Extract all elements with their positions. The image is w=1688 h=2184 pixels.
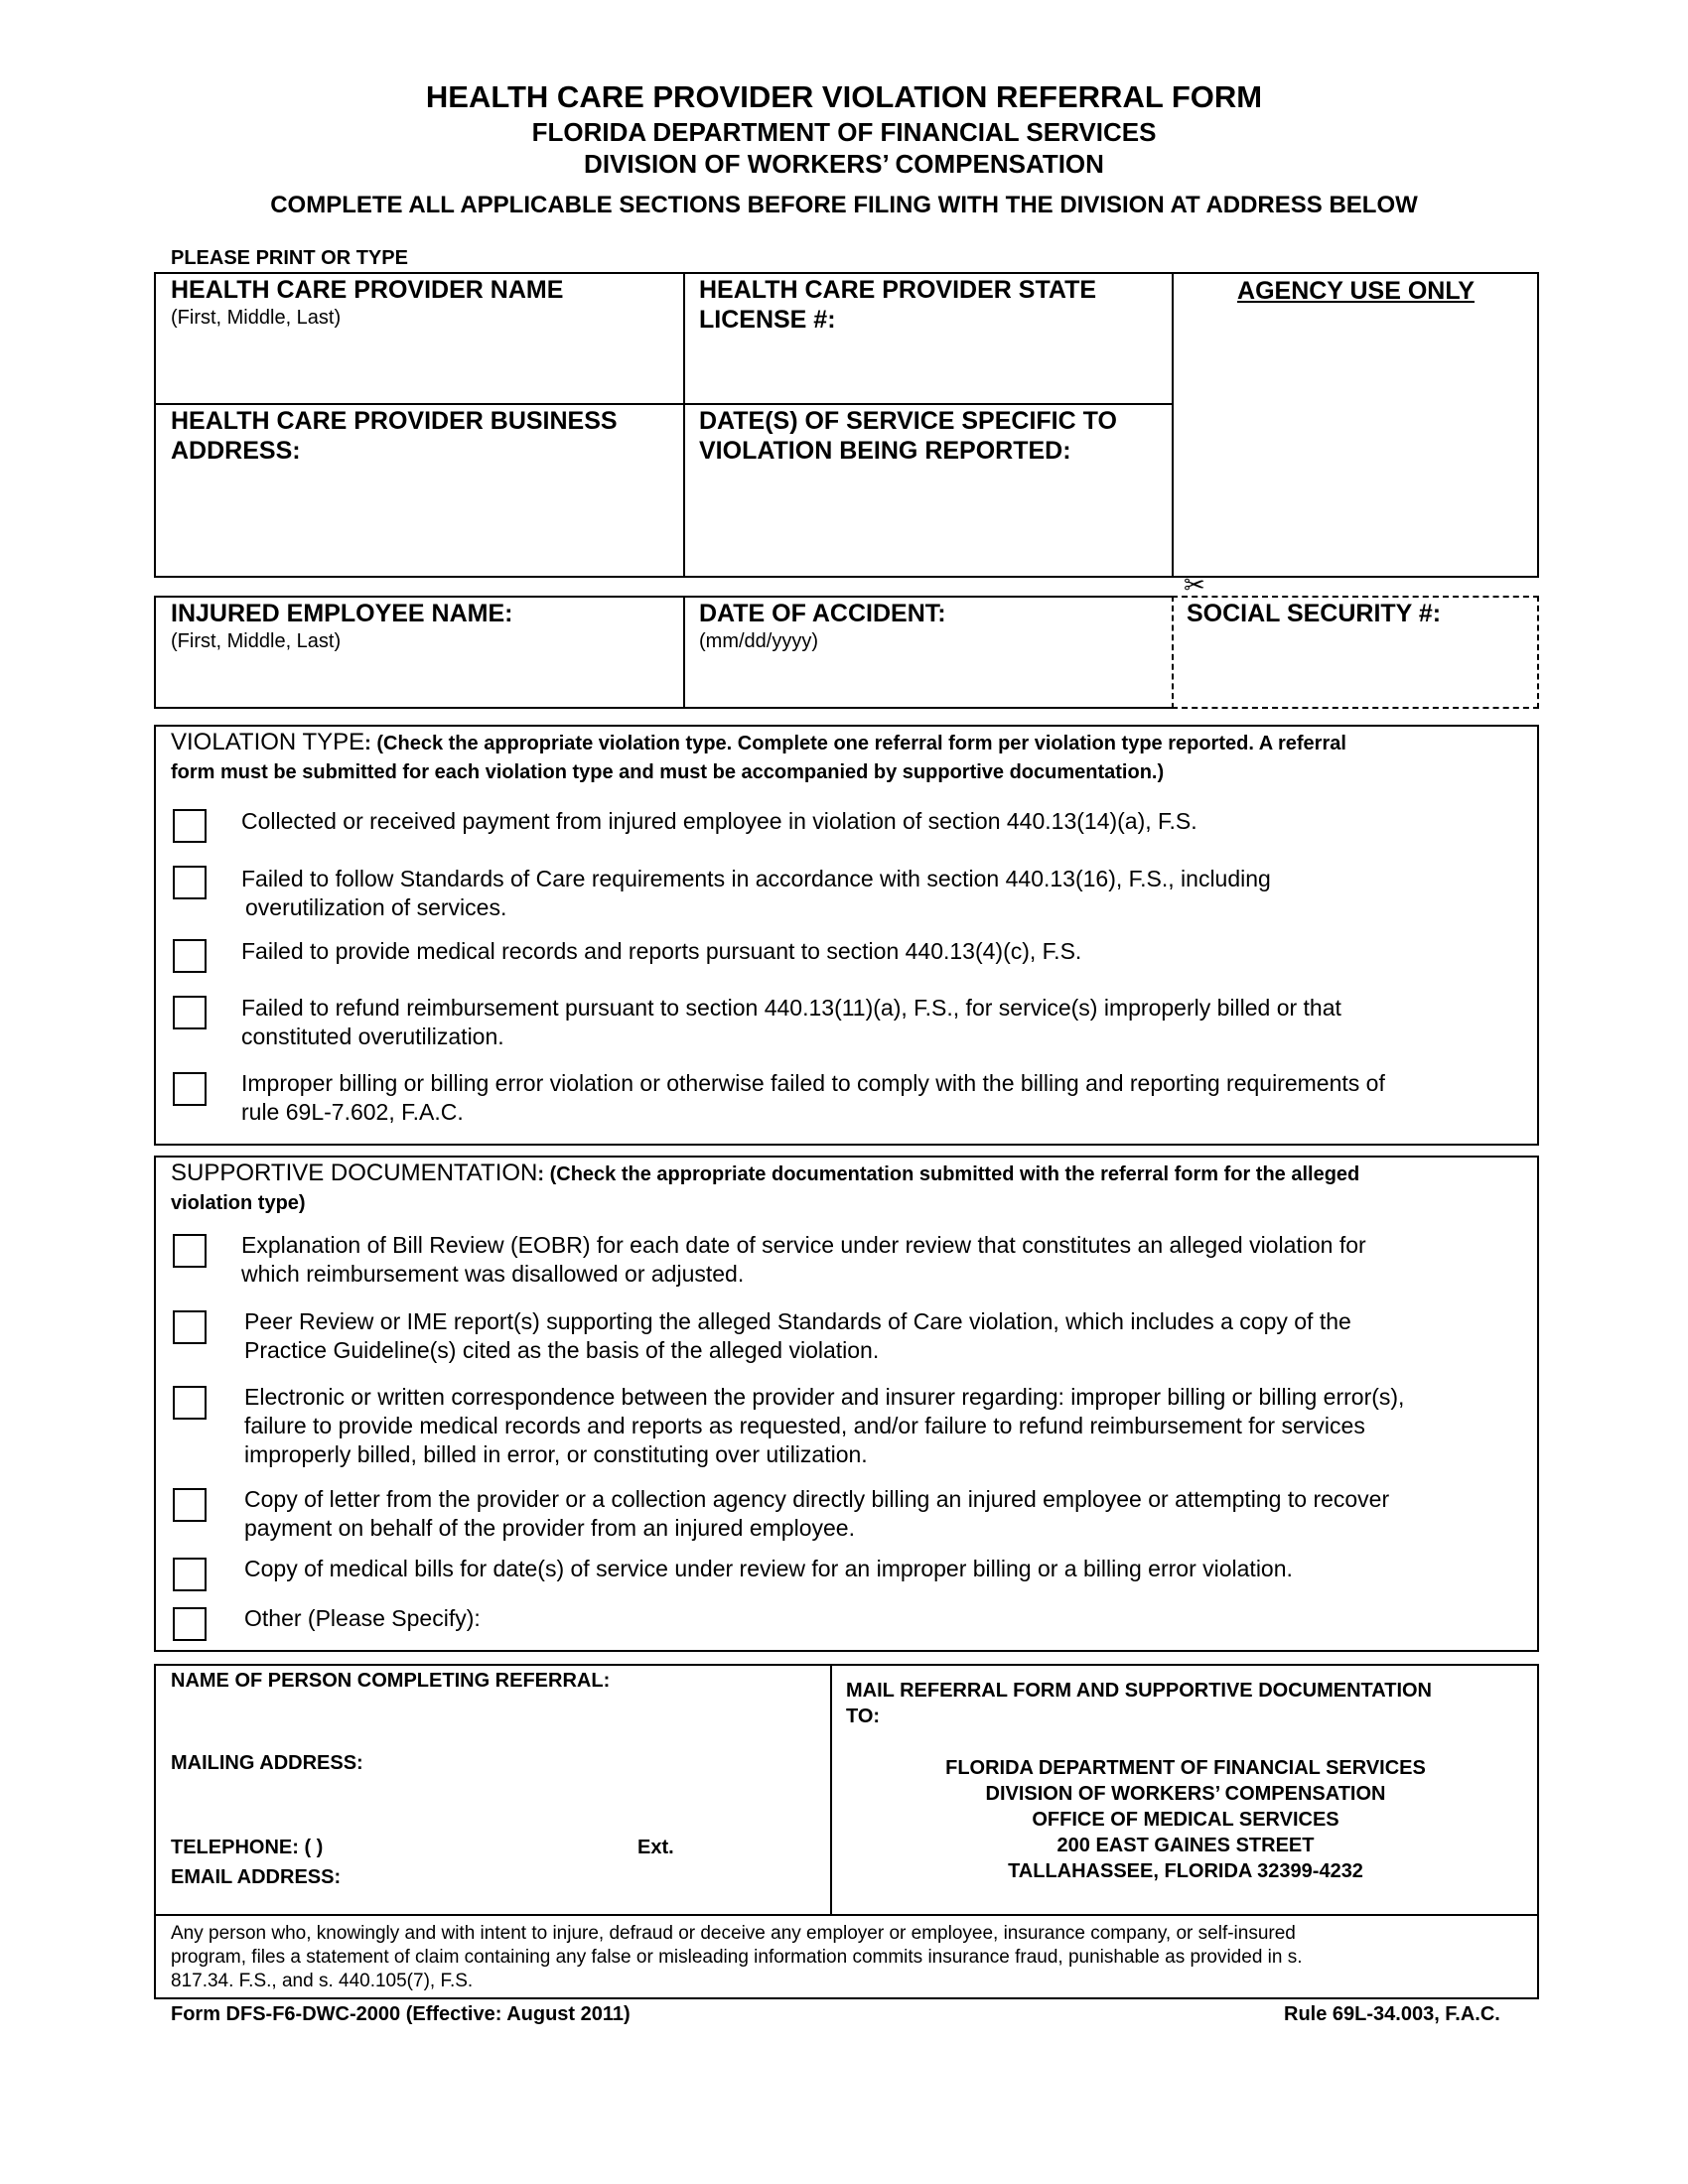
- documentation-checkbox[interactable]: [173, 1386, 207, 1420]
- documentation-item: Peer Review or IME report(s) supporting the alleged Standards of Care violation, which includes a copy of the Practice Guideline(s) cited as the basis of the alleged violation.: [244, 1308, 1351, 1363]
- documentation-checkbox[interactable]: [173, 1234, 207, 1268]
- provider-name-sub: (First, Middle, Last): [171, 307, 342, 329]
- extension-field[interactable]: Ext.: [637, 1837, 674, 1858]
- violation-checkbox[interactable]: [173, 809, 207, 843]
- date-of-accident-sub: (mm/dd/yyyy): [699, 630, 818, 652]
- provider-address-label: HEALTH CARE PROVIDER BUSINESS: [171, 407, 618, 435]
- provider-license-field[interactable]: [699, 275, 1156, 399]
- documentation-item: Electronic or written correspondence between the provider and insurer regarding: improper billing or billing error(s), failure to provide medical records and reports as requested, and/or failure to refund reimbursement for services improperly billed, billed in error, or constituting over utilization.: [244, 1384, 1405, 1467]
- documentation-checkbox[interactable]: [173, 1488, 207, 1522]
- violation-checkbox[interactable]: [173, 1072, 207, 1106]
- date-of-accident-field[interactable]: [699, 599, 1156, 703]
- provider-name-label: HEALTH CARE PROVIDER NAME: [171, 276, 564, 304]
- employee-name-sub: (First, Middle, Last): [171, 630, 342, 652]
- divider: [683, 272, 685, 578]
- employee-name-label: INJURED EMPLOYEE NAME:: [171, 600, 513, 627]
- dates-of-service-field[interactable]: [699, 406, 1156, 570]
- date-of-accident-label: DATE OF ACCIDENT:: [699, 600, 946, 627]
- violation-checkbox[interactable]: [173, 939, 207, 973]
- documentation-heading: SUPPORTIVE DOCUMENTATION: [171, 1160, 538, 1186]
- violation-header: [171, 729, 1521, 785]
- provider-license-label-2: LICENSE #:: [699, 306, 836, 334]
- provider-address-label-2: ADDRESS:: [171, 437, 301, 465]
- documentation-item: Other (Please Specify):: [244, 1605, 481, 1631]
- violation-checkbox[interactable]: [173, 996, 207, 1029]
- provider-license-label: HEALTH CARE PROVIDER STATE: [699, 276, 1097, 304]
- violation-instructions: : (Check the appropriate violation type. Complete one referral form per violation type reported. A referral: [364, 733, 1346, 754]
- email-address-field[interactable]: EMAIL ADDRESS:: [171, 1866, 342, 1888]
- violation-heading: VIOLATION TYPE: [171, 729, 365, 755]
- employee-name-field[interactable]: [171, 599, 667, 703]
- violation-item: Failed to follow Standards of Care requirements in accordance with section 440.13(16), F.S., including overutilization of services.: [241, 866, 1271, 920]
- documentation-instructions: : (Check the appropriate documentation submitted with the referral form for the alleged: [537, 1163, 1360, 1185]
- dates-of-service-label: DATE(S) OF SERVICE SPECIFIC TO: [699, 407, 1117, 435]
- violation-item: Collected or received payment from injured employee in violation of section 440.13(14)(a), F.S.: [241, 808, 1197, 834]
- documentation-item: Copy of medical bills for date(s) of service under review for an improper billing or a billing error violation.: [244, 1556, 1293, 1581]
- print-note: PLEASE PRINT OR TYPE: [171, 247, 408, 269]
- documentation-item: Copy of letter from the provider or a collection agency directly billing an injured employee or attempting to recover payment on behalf of the provider from an injured employee.: [244, 1486, 1390, 1541]
- violation-item: Failed to provide medical records and reports pursuant to section 440.13(4)(c), F.S.: [241, 938, 1082, 964]
- mail-to-heading: MAIL REFERRAL FORM AND SUPPORTIVE DOCUMENTATION TO:: [846, 1680, 1432, 1727]
- violation-checkbox[interactable]: [173, 866, 207, 899]
- provider-address-field[interactable]: [171, 406, 667, 570]
- telephone-field[interactable]: TELEPHONE: ( ): [171, 1837, 324, 1858]
- documentation-instructions-2: violation type): [171, 1192, 306, 1214]
- documentation-header: [171, 1160, 1521, 1216]
- documentation-checkbox[interactable]: [173, 1607, 207, 1641]
- documentation-item: Explanation of Bill Review (EOBR) for each date of service under review that constitutes an alleged violation for which reimbursement was disallowed or adjusted.: [241, 1232, 1366, 1287]
- referrer-name-field[interactable]: NAME OF PERSON COMPLETING REFERRAL:: [171, 1670, 611, 1692]
- ssn-label: SOCIAL SECURITY #:: [1187, 600, 1442, 627]
- violation-instructions-2: form must be submitted for each violation type and must be accompanied by supportive documentation.): [171, 761, 1165, 783]
- scissors-icon: ✂: [1184, 570, 1205, 600]
- divider: [683, 596, 685, 709]
- documentation-checkbox[interactable]: [173, 1310, 207, 1344]
- form-title: HEALTH CARE PROVIDER VIOLATION REFERRAL FORM: [425, 79, 1263, 114]
- department-name: FLORIDA DEPARTMENT OF FINANCIAL SERVICES: [531, 117, 1157, 147]
- provider-name-field[interactable]: [171, 275, 667, 399]
- fraud-notice: Any person who, knowingly and with intent to injure, defraud or deceive any employer or employee, insurance company, or self-insured program, files a statement of claim containing any false or misleading information commits insurance fraud, punishable as provided in s. 817.34. F.S., and s. 440.105(7), F.S.: [171, 1923, 1303, 1991]
- violation-item: Improper billing or billing error violation or otherwise failed to comply with the billing and reporting requirements of rule 69L-7.602, F.A.C.: [241, 1070, 1385, 1125]
- division-name: DIVISION OF WORKERS’ COMPENSATION: [584, 149, 1104, 179]
- ssn-field[interactable]: [1187, 599, 1524, 703]
- divider: [1172, 272, 1174, 578]
- agency-use-only-label: AGENCY USE ONLY: [1237, 277, 1475, 305]
- divider: [154, 403, 1172, 405]
- filing-instruction: COMPLETE ALL APPLICABLE SECTIONS BEFORE FILING WITH THE DIVISION AT ADDRESS BELOW: [270, 192, 1418, 218]
- dates-of-service-label-2: VIOLATION BEING REPORTED:: [699, 437, 1071, 465]
- mailing-address-field[interactable]: MAILING ADDRESS:: [171, 1752, 363, 1774]
- violation-item: Failed to refund reimbursement pursuant to section 440.13(11)(a), F.S., for service(s) improperly billed or that constituted overutilization.: [241, 995, 1341, 1049]
- mailing-address-block: FLORIDA DEPARTMENT OF FINANCIAL SERVICES DIVISION OF WORKERS’ COMPENSATION OFFICE OF MEDICAL SERVICES 200 EAST GAINES STREET TALLAHASSEE, FLORIDA 32399-4232: [945, 1757, 1426, 1882]
- form-number: Form DFS-F6-DWC-2000 (Effective: August 2011): [171, 2003, 631, 2025]
- rule-citation: Rule 69L-34.003, F.A.C.: [1284, 2003, 1500, 2025]
- documentation-checkbox[interactable]: [173, 1558, 207, 1591]
